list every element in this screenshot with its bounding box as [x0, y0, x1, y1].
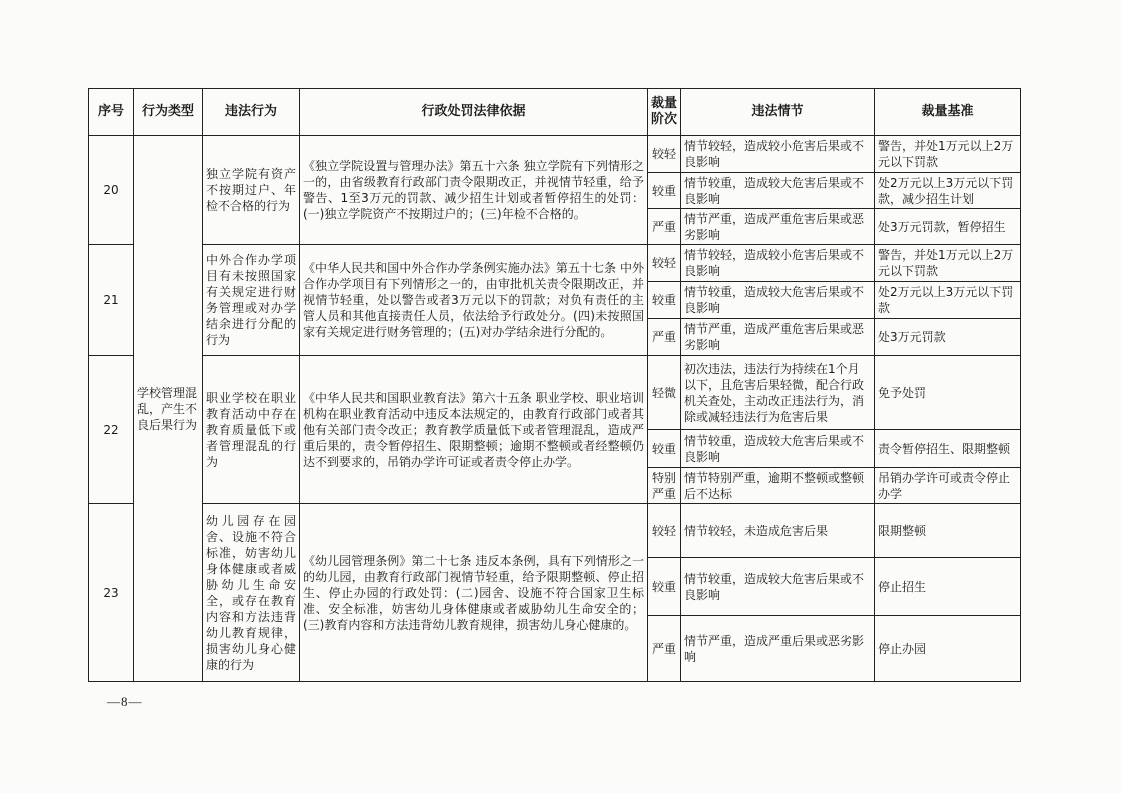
- violation-cell: 职业学校在职业教育活动中存在教育质量低下或者管理混乱的行为: [203, 356, 300, 504]
- violation-cell: 中外合作办学项目有未按照国家有关规定进行财务管理或对办学结余进行分配的行为: [203, 245, 300, 356]
- violation-cell: 幼儿园存在园舍、设施不符合标准，妨害幼儿身体健康或者威胁幼儿生命安全，或存在教育内容和方法违背幼儿教育规律，损害幼儿身心健康的行为: [203, 504, 300, 682]
- legal-basis-cell: 《幼儿园管理条例》第二十七条 违反本条例，具有下列情形之一的幼儿园，由教育行政部门视情节轻重，给予限期整顿、停止招生、停止办园的行政处罚：(二)园舍、设施不符合国家卫生标准、安全标准，妨害幼儿身体健康或者威胁幼儿生命安全的；(三)教育内容和方法违背幼儿教育规律，损害幼儿身心健康的。: [300, 504, 648, 682]
- standard-cell: 吊销办学许可或责令停止办学: [875, 468, 1021, 504]
- table-row: [89, 245, 1021, 282]
- level-cell: 严重: [648, 209, 681, 245]
- standard-cell: 停止招生: [875, 558, 1021, 616]
- row-seq: 22: [89, 356, 134, 504]
- level-cell: 较重: [648, 558, 681, 616]
- table-row: [89, 136, 1021, 173]
- row-seq: 23: [89, 504, 134, 682]
- row-seq: 20: [89, 136, 134, 245]
- circumstance-cell: 情节严重，造成严重危害后果或恶劣影响: [681, 319, 875, 356]
- circumstance-cell: 情节较重，造成较大危害后果或不良影响: [681, 430, 875, 468]
- circumstance-cell: 情节严重，造成严重危害后果或恶劣影响: [681, 209, 875, 245]
- circumstance-cell: 情节较轻，造成较小危害后果或不良影响: [681, 245, 875, 282]
- circumstance-cell: 情节较轻，未造成危害后果: [681, 504, 875, 558]
- legal-basis-cell: 《独立学院设置与管理办法》第五十六条 独立学院有下列情形之一的，由省级教育行政部门责令限期改正，并视情节轻重，给予警告、1至3万元的罚款、减少招生计划或者暂停招生的处罚：(一)独立学院资产不按期过户的；(三)年检不合格的。: [300, 136, 648, 245]
- level-cell: 严重: [648, 616, 681, 682]
- row-seq: 21: [89, 245, 134, 356]
- header-standard: 裁量基准: [875, 89, 1021, 136]
- standard-cell: 免予处罚: [875, 356, 1021, 430]
- header-circumstance: 违法情节: [681, 89, 875, 136]
- category-cell: 学校管理混乱，产生不良后果行为: [134, 136, 203, 682]
- header-legal-basis: 行政处罚法律依据: [300, 89, 648, 136]
- standard-cell: 处2万元以上3万元以下罚款，减少招生计划: [875, 173, 1021, 209]
- standard-cell: 停止办园: [875, 616, 1021, 682]
- table-header-row: [89, 89, 1021, 136]
- standard-cell: 处3万元罚款: [875, 319, 1021, 356]
- standard-cell: 处3万元罚款，暂停招生: [875, 209, 1021, 245]
- header-category: 行为类型: [134, 89, 203, 136]
- circumstance-cell: 情节较重，造成较大危害后果或不良影响: [681, 558, 875, 616]
- legal-basis-cell: 《中华人民共和国中外合作办学条例实施办法》第五十七条 中外合作办学项目有下列情形之一的，由审批机关责令限期改正，并视情节轻重，处以警告或者3万元以下的罚款；对负有责任的主管人员和其他直接责任人员，依法给予行政处分。(四)未按照国家有关规定进行财务管理的；(五)对办学结余进行分配的。: [300, 245, 648, 356]
- standard-cell: 处2万元以上3万元以下罚款: [875, 282, 1021, 319]
- level-cell: 轻微: [648, 356, 681, 430]
- circumstance-cell: 情节较重，造成较大危害后果或不良影响: [681, 173, 875, 209]
- circumstance-cell: 情节特别严重，逾期不整顿或整顿后不达标: [681, 468, 875, 504]
- level-cell: 较重: [648, 173, 681, 209]
- header-level: 裁量阶次: [648, 89, 681, 136]
- penalty-discretion-table: [88, 88, 1021, 682]
- circumstance-cell: 情节较轻，造成较小危害后果或不良影响: [681, 136, 875, 173]
- level-cell: 较轻: [648, 504, 681, 558]
- table-row: [89, 356, 1021, 430]
- circumstance-cell: 情节较重，造成较大危害后果或不良影响: [681, 282, 875, 319]
- level-cell: 较重: [648, 430, 681, 468]
- legal-basis-cell: 《中华人民共和国职业教育法》第六十五条 职业学校、职业培训机构在职业教育活动中违反本法规定的，由教育行政部门或者其他有关部门责令改正；教育教学质量低下或者管理混乱，造成严重后果的，责令暂停招生、限期整顿；逾期不整顿或者经整顿仍达不到要求的，吊销办学许可证或者责令停止办学。: [300, 356, 648, 504]
- header-seq: 序号: [89, 89, 134, 136]
- circumstance-cell: 初次违法，违法行为持续在1个月以下，且危害后果轻微，配合行政机关查处，主动改正违法行为，消除或减轻违法行为危害后果: [681, 356, 875, 430]
- level-cell: 特别严重: [648, 468, 681, 504]
- violation-cell: 独立学院有资产不按期过户、年检不合格的行为: [203, 136, 300, 245]
- level-cell: 较重: [648, 282, 681, 319]
- page-number: —8—: [107, 694, 143, 709]
- level-cell: 较轻: [648, 245, 681, 282]
- standard-cell: 限期整顿: [875, 504, 1021, 558]
- standard-cell: 责令暂停招生、限期整顿: [875, 430, 1021, 468]
- table-row: [89, 504, 1021, 558]
- level-cell: 严重: [648, 319, 681, 356]
- standard-cell: 警告，并处1万元以上2万元以下罚款: [875, 245, 1021, 282]
- standard-cell: 警告，并处1万元以上2万元以下罚款: [875, 136, 1021, 173]
- level-cell: 较轻: [648, 136, 681, 173]
- circumstance-cell: 情节严重，造成严重后果或恶劣影响: [681, 616, 875, 682]
- header-violation: 违法行为: [203, 89, 300, 136]
